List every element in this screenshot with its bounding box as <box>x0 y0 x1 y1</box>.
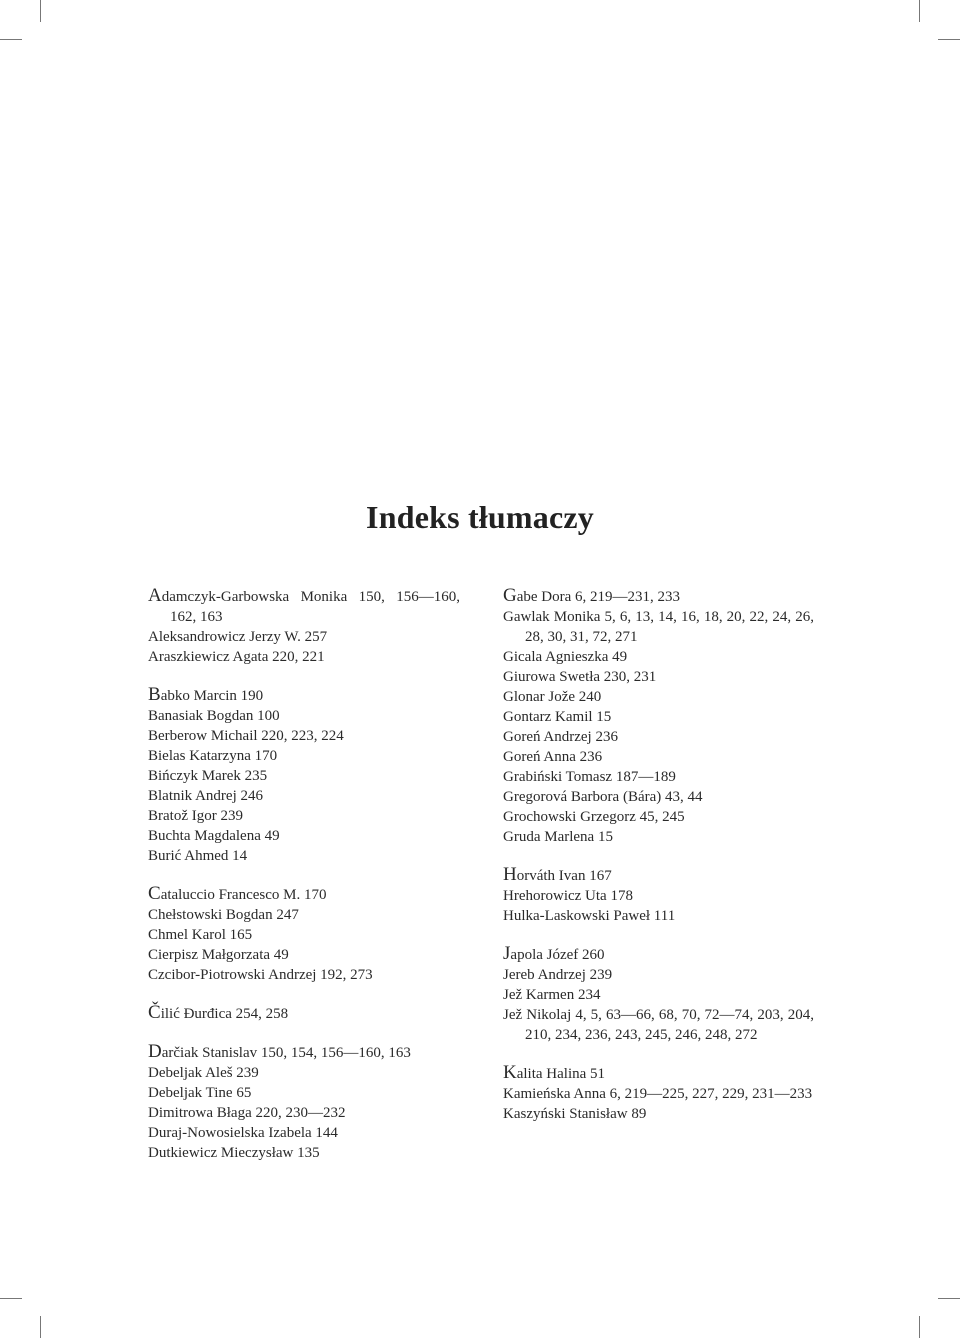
index-entry <box>148 1103 460 1123</box>
index-entry <box>503 1005 814 1045</box>
index-column-left <box>148 586 460 1181</box>
index-entry <box>148 1083 460 1103</box>
index-entry <box>503 1084 814 1104</box>
index-entry <box>503 727 814 747</box>
index-entry-text: Czcibor-Piotrowski Andrzej 192, 273 <box>148 967 373 983</box>
index-entry-text: Bratož Igor 239 <box>148 808 243 824</box>
index-entry-text: Bińczyk Marek 235 <box>148 768 268 784</box>
crop-mark-bottom-left-vertical <box>40 1316 41 1338</box>
index-entry-text: Glonar Jože 240 <box>503 689 602 705</box>
index-entry-text: Jež Nikolaj 4, 5, 63—66, 68, 70, 72—74, 203, 204, 210, 234, 236, 243, 245, 246, 248, 272 <box>503 1007 814 1043</box>
index-entry <box>148 786 460 806</box>
index-entry-text: Cierpisz Małgorzata 49 <box>148 947 289 963</box>
index-entry <box>503 747 814 767</box>
index-entry <box>503 886 814 906</box>
section-initial-letter: J <box>503 943 511 964</box>
index-entry-text: Grochowski Grzegorz 45, 245 <box>503 809 685 825</box>
index-entry <box>503 1063 814 1084</box>
index-entry-text: Chmel Karol 165 <box>148 927 253 943</box>
index-entry-text: Dimitrowa Błaga 220, 230—232 <box>148 1105 346 1121</box>
index-entry <box>148 1063 460 1083</box>
index-entry <box>148 766 460 786</box>
index-entry <box>503 767 814 787</box>
section-initial-letter: K <box>503 1062 517 1083</box>
index-entry <box>148 1042 460 1063</box>
section-initial-letter: Č <box>148 1002 161 1023</box>
index-entry <box>503 607 814 647</box>
crop-mark-top-left-horizontal <box>0 39 22 40</box>
index-entry-text: ataluccio Francesco M. 170 <box>160 887 327 903</box>
index-entry <box>503 865 814 886</box>
index-entry-text: Banasiak Bogdan 100 <box>148 708 280 724</box>
section-initial-letter: C <box>148 883 161 904</box>
index-entry-text: Kamieńska Anna 6, 219—225, 227, 229, 231—233 <box>503 1086 813 1102</box>
index-entry-text: arčiak Stanislav 150, 154, 156—160, 163 <box>161 1045 411 1061</box>
index-entry-text: Hrehorowicz Uta 178 <box>503 888 633 904</box>
index-entry-text: Burić Ahmed 14 <box>148 848 248 864</box>
index-entry <box>503 687 814 707</box>
index-entry <box>503 985 814 1005</box>
index-entry <box>503 667 814 687</box>
index-entry <box>148 925 460 945</box>
index-entry-text: Gicala Agnieszka 49 <box>503 649 628 665</box>
index-entry-text: ilić Đurđica 254, 258 <box>160 1006 289 1022</box>
index-entry <box>503 906 814 926</box>
index-entry <box>148 726 460 746</box>
index-section <box>503 586 814 847</box>
index-entry <box>148 1123 460 1143</box>
index-entry-text: Berberow Michail 220, 223, 224 <box>148 728 344 744</box>
index-entry-text: orváth Ivan 167 <box>516 868 612 884</box>
index-section <box>148 884 460 985</box>
section-initial-letter: D <box>148 1041 162 1062</box>
index-entry <box>148 884 460 905</box>
index-entry <box>148 746 460 766</box>
index-entry-text: damczyk-Garbowska Monika 150, 156—160, 162, 163 <box>161 589 460 625</box>
index-entry-text: Bielas Katarzyna 170 <box>148 748 278 764</box>
crop-mark-bottom-left-horizontal <box>0 1298 22 1299</box>
index-entry-text: Gawlak Monika 5, 6, 13, 14, 16, 18, 20, 22, 24, 26, 28, 30, 31, 72, 271 <box>503 609 814 645</box>
index-entry-text: Hulka-Laskowski Paweł 111 <box>503 908 676 924</box>
index-entry <box>503 965 814 985</box>
index-entry-text: apola Józef 260 <box>510 947 605 963</box>
index-entry-text: Araszkiewicz Agata 220, 221 <box>148 649 325 665</box>
section-initial-letter: A <box>148 585 162 606</box>
index-entry-text: Gruda Marlena 15 <box>503 829 613 845</box>
index-entry <box>148 706 460 726</box>
index-section <box>503 1063 814 1124</box>
index-entry <box>503 647 814 667</box>
index-entry-text: Goreń Andrzej 236 <box>503 729 618 745</box>
index-entry-text: Jereb Andrzej 239 <box>503 967 613 983</box>
index-entry <box>148 846 460 866</box>
index-entry-text: Chełstowski Bogdan 247 <box>148 907 299 923</box>
index-entry <box>148 586 460 627</box>
index-entry <box>148 647 460 667</box>
index-entry-text: Goreń Anna 236 <box>503 749 603 765</box>
index-entry <box>503 827 814 847</box>
index-entry <box>148 945 460 965</box>
index-entry-text: Gontarz Kamil 15 <box>503 709 612 725</box>
index-entry <box>148 1143 460 1163</box>
index-entry-text: Aleksandrowicz Jerzy W. 257 <box>148 629 328 645</box>
index-entry <box>503 707 814 727</box>
index-section <box>148 586 460 667</box>
section-initial-letter: B <box>148 684 161 705</box>
index-entry-text: Debeljak Aleš 239 <box>148 1065 259 1081</box>
index-entry <box>148 806 460 826</box>
crop-mark-top-right-vertical <box>919 0 920 22</box>
section-initial-letter: G <box>503 585 517 606</box>
index-entry <box>148 826 460 846</box>
index-entry-text: Grabiński Tomasz 187—189 <box>503 769 676 785</box>
crop-mark-bottom-right-horizontal <box>938 1298 960 1299</box>
section-initial-letter: H <box>503 864 517 885</box>
index-entry <box>503 1104 814 1124</box>
page-title: Indeks tłumaczy <box>366 499 594 536</box>
index-section <box>148 1042 460 1163</box>
index-entry-text: Blatnik Andrej 246 <box>148 788 263 804</box>
index-entry-text: abko Marcin 190 <box>160 688 264 704</box>
crop-mark-top-right-horizontal <box>938 39 960 40</box>
index-column-right <box>503 586 814 1142</box>
index-entry <box>503 586 814 607</box>
index-section <box>148 1003 460 1024</box>
index-entry <box>148 1003 460 1024</box>
index-entry-text: Jež Karmen 234 <box>503 987 601 1003</box>
index-entry-text: Gregorová Barbora (Bára) 43, 44 <box>503 789 703 805</box>
index-entry <box>148 685 460 706</box>
index-entry <box>148 905 460 925</box>
index-entry <box>148 627 460 647</box>
index-entry <box>503 944 814 965</box>
index-section <box>503 865 814 926</box>
index-entry-text: abe Dora 6, 219—231, 233 <box>516 589 681 605</box>
index-entry-text: Giurowa Swetła 230, 231 <box>503 669 657 685</box>
index-entry-text: Kaszyński Stanisław 89 <box>503 1106 647 1122</box>
crop-mark-bottom-right-vertical <box>919 1316 920 1338</box>
index-entry <box>503 787 814 807</box>
index-entry-text: Buchta Magdalena 49 <box>148 828 280 844</box>
index-entry-text: Debeljak Tine 65 <box>148 1085 252 1101</box>
index-entry-text: alita Halina 51 <box>516 1066 606 1082</box>
index-section <box>503 944 814 1045</box>
index-section <box>148 685 460 866</box>
crop-mark-top-left-vertical <box>40 0 41 22</box>
index-entry-text: Duraj-Nowosielska Izabela 144 <box>148 1125 338 1141</box>
index-entry-text: Dutkiewicz Mieczysław 135 <box>148 1145 320 1161</box>
index-entry <box>148 965 460 985</box>
index-entry <box>503 807 814 827</box>
